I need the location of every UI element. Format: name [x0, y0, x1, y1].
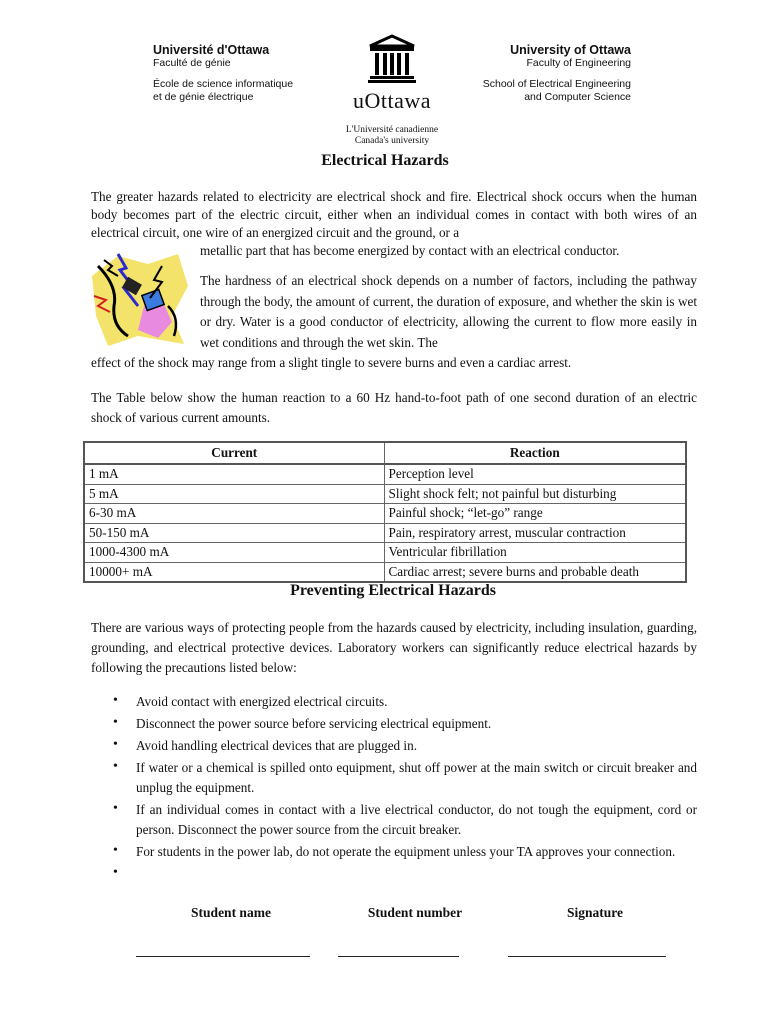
intro-paragraph-1-wrap: metallic part that has become energized by contact with an electrical conductor. — [200, 243, 620, 258]
list-item: • Avoid contact with energized electrical circuits. — [113, 692, 697, 712]
list-item: • If water or a chemical is spilled onto equipment, shut off power at the main switch or circuit breaker and unplug the equipment. — [113, 758, 697, 798]
list-item: • If an individual comes in contact with a live electrical conductor, do not tough the equipment, cord or person. Disconnect the power source from the circuit breaker. — [113, 800, 697, 840]
school-name-en-line2: and Computer Science — [524, 91, 631, 103]
table-row — [84, 464, 686, 484]
page-title: Electrical Hazards — [321, 152, 449, 169]
table-cell-reaction: Pain, respiratory arrest, muscular contraction — [384, 523, 686, 543]
header-right — [483, 44, 631, 104]
precautions-list — [113, 692, 697, 884]
university-crest-icon — [366, 33, 418, 85]
table-row — [84, 543, 686, 563]
header-left — [153, 44, 293, 104]
university-tagline — [320, 125, 464, 147]
table-cell-current: 1 mA — [84, 464, 384, 484]
table-header-reaction: Reaction — [384, 442, 686, 464]
table-cell-reaction: Slight shock felt; not painful but disturbing — [384, 484, 686, 504]
table-cell-reaction: Ventricular fibrillation — [384, 543, 686, 563]
table-row — [84, 523, 686, 543]
table-cell-current: 6-30 mA — [84, 504, 384, 524]
table-cell-current: 1000-4300 mA — [84, 543, 384, 563]
table-row — [84, 484, 686, 504]
list-item-empty — [113, 864, 697, 882]
list-item: • Avoid handling electrical devices that are plugged in. — [113, 736, 697, 756]
list-item: • For students in the power lab, do not operate the equipment unless your TA approves your connection. — [113, 842, 697, 862]
signature-label: Signature — [566, 905, 623, 920]
uottawa-wordmark: uOttawa — [352, 88, 432, 113]
university-name-fr: Université d'Ottawa — [153, 43, 270, 57]
intro-paragraph-2-tail: effect of the shock may range from a slight tingle to severe burns and even a cardiac arrest. — [91, 355, 572, 370]
table-cell-reaction: Perception level — [384, 464, 686, 484]
university-name-en: University of Ottawa — [510, 43, 631, 57]
tagline-fr: L'Université canadienne — [345, 125, 439, 135]
shock-reaction-table — [83, 441, 687, 583]
table-cell-reaction: Painful shock; “let-go” range — [384, 504, 686, 524]
school-name-fr-line1: École de science informatique — [153, 78, 294, 90]
list-item: • Disconnect the power source before servicing electrical equipment. — [113, 714, 697, 734]
table-cell-reaction: Cardiac arrest; severe burns and probable death — [384, 562, 686, 582]
table-header-current: Current — [84, 442, 384, 464]
school-name-fr-line2: et de génie électrique — [153, 91, 254, 103]
intro-paragraph-1: The greater hazards related to electricity are electrical shock and fire. Electrical shock occurs when the human body becomes part of the electric circuit, either when an individual comes in contact with both wires of an electrical circuit, one wire of an energized circuit and the ground, or a — [91, 189, 697, 240]
table-header-row — [84, 442, 686, 464]
tagline-en: Canada's university — [354, 136, 430, 146]
student-name-line[interactable] — [136, 956, 310, 957]
preventing-intro: There are various ways of protecting people from the hazards caused by electricity, including insulation, guarding, grounding, and electrical protective devices. Laboratory workers can significantly reduce electrical hazards by following the precautions listed below: — [91, 620, 697, 675]
student-number-label: Student number — [367, 905, 463, 920]
section-title-preventing: Preventing Electrical Hazards — [290, 582, 496, 599]
student-number-line[interactable] — [338, 956, 459, 957]
intro-paragraph-2: The hardness of an electrical shock depends on a number of factors, including the pathway through the body, the amount of current, the duration of exposure, and whether the skin is wet or dry. Water is a good conductor of electricity, allowing the current to flow more easily in wet conditions and through the wet skin. The — [200, 273, 697, 350]
school-name-en-line1: School of Electrical Engineering — [482, 78, 631, 90]
table-row — [84, 504, 686, 524]
intro-paragraph-3: The Table below show the human reaction to a 60 Hz hand-to-foot path of one second duration of an electric shock of various current amounts. — [91, 390, 697, 425]
table-cell-current: 50-150 mA — [84, 523, 384, 543]
table-cell-current: 10000+ mA — [84, 562, 384, 582]
electric-plug-clipart-icon — [88, 246, 192, 350]
table-cell-current: 5 mA — [84, 484, 384, 504]
faculty-name-fr: Faculté de génie — [153, 57, 231, 69]
student-name-label: Student name — [191, 905, 271, 920]
faculty-name-en: Faculty of Engineering — [526, 57, 631, 69]
signature-line[interactable] — [508, 956, 666, 957]
table-row — [84, 562, 686, 582]
